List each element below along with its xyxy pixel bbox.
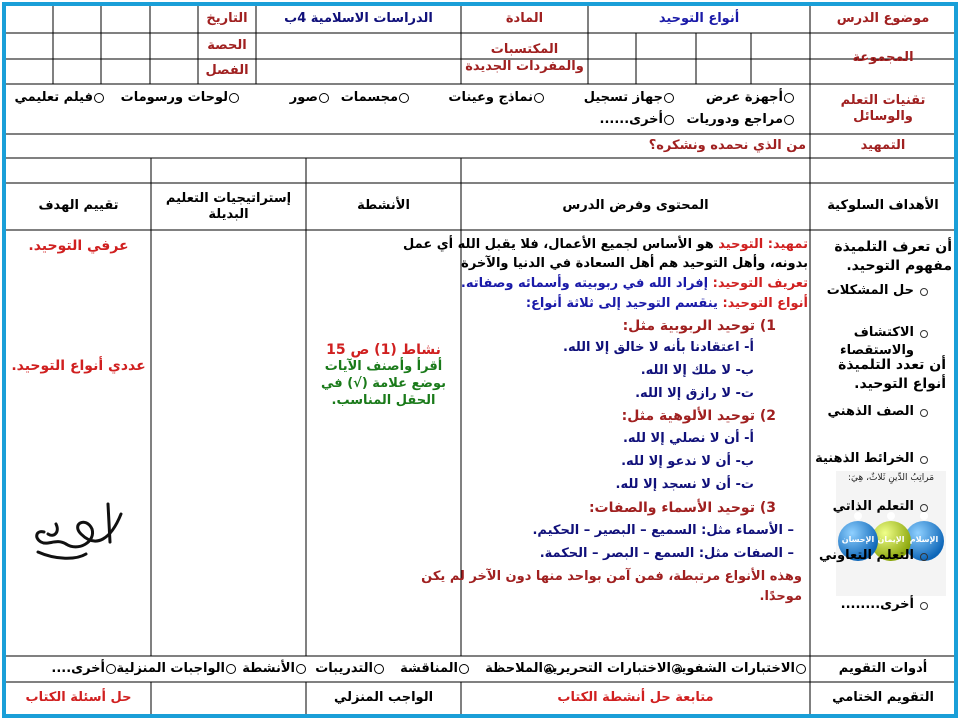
rububiyya-title: 1) توحيد الربوبية مثل:: [622, 318, 776, 334]
rububiyya-item-3: ت- لا رازق إلا الله.: [635, 386, 754, 401]
media-option-models[interactable]: نماذج وعينات: [448, 90, 544, 105]
strategy-item: أخرى........: [804, 596, 954, 614]
activity-line-1: أقرأ وأصنف الآيات: [324, 359, 443, 375]
strategy-item: الاكتشاف والاستقصاء: [804, 324, 954, 359]
evaluation-1: عرفي التوحيد.: [28, 238, 129, 254]
sphere-label-iman: الإيمان: [877, 535, 905, 544]
date-label: التاريخ: [206, 11, 248, 27]
sphere-label-ihsan: الإحسان: [841, 535, 875, 544]
media-option-other[interactable]: أخرى......: [600, 112, 674, 127]
names-item-1: – الأسماء مثل: السميع – البصير – الحكيم.: [532, 523, 794, 538]
strategy-item: حل المشكلات: [804, 282, 954, 300]
strategy-item: الخرائط الذهنية: [804, 450, 954, 468]
sphere-label-islam: الإسلام: [909, 535, 939, 544]
assessment-homework[interactable]: الواجبات المنزلية: [116, 661, 236, 676]
rububiyya-item-1: أ- اعتقادنا بأنه لا خالق إلا الله.: [563, 340, 754, 355]
subject-value: الدراسات الاسلامية 4ب: [284, 11, 433, 27]
names-title: 3) توحيد الأسماء والصفات:: [588, 500, 776, 516]
uluhiyya-title: 2) توحيد الألوهية مثل:: [621, 408, 776, 424]
col-objectives: الأهداف السلوكية: [827, 198, 939, 214]
content-types: أنواع التوحيد: ينقسم التوحيد إلى ثلاثة أنواع:: [525, 296, 808, 311]
content-intro-line2: بدونه، وأهل التوحيد هم أهل السعادة في الدنيا والآخرة: [461, 256, 808, 271]
strategy-item: التعلم التعاوني: [804, 547, 954, 565]
period-label: الحصة: [207, 37, 247, 53]
media-option-recorder[interactable]: جهاز تسجيل: [584, 90, 674, 105]
objective-2: أن تعدد التلميذة أنواع التوحيد.: [838, 357, 946, 392]
strategy-item: التعلم الذاتي: [804, 498, 954, 516]
lesson-plan-frame: [2, 2, 958, 718]
rububiyya-item-2: ب- لا ملك إلا الله.: [640, 363, 754, 378]
col-activities: الأنشطة: [357, 198, 410, 214]
assessment-discussion[interactable]: المناقشة: [400, 661, 469, 676]
content-definition: تعريف التوحيد: إفراد الله في ربوبيته وأسمائه وصفاته.: [460, 276, 808, 291]
assessment-activities[interactable]: الأنشطة: [242, 661, 306, 676]
bullet-icon: [920, 288, 928, 296]
bullet-icon: [920, 553, 928, 561]
bullet-icon: [920, 409, 928, 417]
new-vocab-label: المكتسبات والمفردات الجديدة: [465, 42, 584, 74]
media-label: تقنيات التعلم والوسائل: [840, 92, 926, 124]
calligraphy-image: [26, 494, 131, 564]
activity-block: [308, 341, 459, 410]
lesson-topic-value: أنواع التوحيد: [658, 11, 740, 27]
objective-1: أن تعرف التلميذة مفهوم التوحيد.: [834, 239, 952, 274]
final-label: التقويم الختامي: [832, 689, 934, 705]
bullet-icon: [920, 602, 928, 610]
uluhiyya-item-3: ت- أن لا نسجد إلا لله.: [615, 477, 754, 492]
homework-value: حل أسئلة الكتاب: [25, 689, 132, 705]
assessment-observation[interactable]: الملاحظة: [485, 661, 554, 676]
assessment-label: أدوات التقويم: [838, 660, 928, 676]
media-option-figures[interactable]: مجسمات: [341, 90, 409, 105]
media-option-boards[interactable]: لوحات ورسومات: [121, 90, 239, 105]
subject-label: المادة: [505, 11, 544, 27]
assessment-other[interactable]: أخرى....: [51, 661, 116, 676]
activity-line-2: بوضع علامة (√) في: [321, 376, 446, 392]
bullet-icon: [920, 330, 928, 338]
activity-title: نشاط (1) ص 15: [326, 342, 441, 358]
assessment-oral[interactable]: الاختبارات الشفوية: [674, 661, 806, 676]
media-option-pictures[interactable]: صور: [290, 90, 329, 105]
media-option-projectors[interactable]: أجهزة عرض: [706, 90, 794, 105]
content-closing-2: موحدًا.: [759, 589, 802, 604]
content-closing-1: وهذه الأنواع مرتبطة، فمن آمن بواحد منها دون الآخر لم يكن: [421, 569, 802, 584]
assessment-written[interactable]: الاختبارات التحريرية: [545, 661, 682, 676]
bullet-icon: [920, 456, 928, 464]
col-strategies: إستراتيجيات التعليم البديلة: [165, 190, 292, 222]
content-intro-line1: تمهيد: التوحيد هو الأساس لجميع الأعمال، فلا يقبل الله أي عمل: [403, 237, 808, 252]
uluhiyya-item-2: ب- أن لا ندعو إلا لله.: [621, 454, 754, 469]
final-followup: متابعة حل أنشطة الكتاب: [557, 689, 714, 705]
bullet-icon: [920, 504, 928, 512]
uluhiyya-item-1: أ- أن لا نصلي إلا لله.: [622, 431, 754, 446]
col-evaluation: تقييم الهدف: [38, 198, 119, 214]
intro-label: التمهيد: [860, 137, 906, 153]
names-item-2: – الصفات مثل: السمع – البصر – الحكمة.: [539, 546, 794, 561]
group-label: المجموعة: [852, 50, 914, 66]
col-content: المحتوى وفرض الدرس: [562, 198, 709, 214]
pillars-caption: مَراتِبُ الدِّينِ ثَلاثٌ، هِيَ:: [847, 473, 935, 483]
activity-line-3: الحقل المناسب.: [331, 392, 436, 408]
media-option-references[interactable]: مراجع ودوريات: [686, 112, 794, 127]
assessment-exercises[interactable]: التدريبات: [315, 661, 384, 676]
homework-label: الواجب المنزلي: [333, 689, 434, 705]
class-label: الفصل: [205, 63, 249, 79]
intro-question: من الذي نحمده ونشكره؟: [648, 138, 806, 153]
evaluation-2: عددي أنواع التوحيد.: [11, 358, 146, 374]
pillars-image: [836, 471, 946, 596]
lesson-topic-label: موضوع الدرس: [836, 11, 930, 27]
strategy-item: الصف الذهني: [804, 403, 954, 421]
media-option-film[interactable]: فيلم تعليمي: [14, 90, 104, 105]
